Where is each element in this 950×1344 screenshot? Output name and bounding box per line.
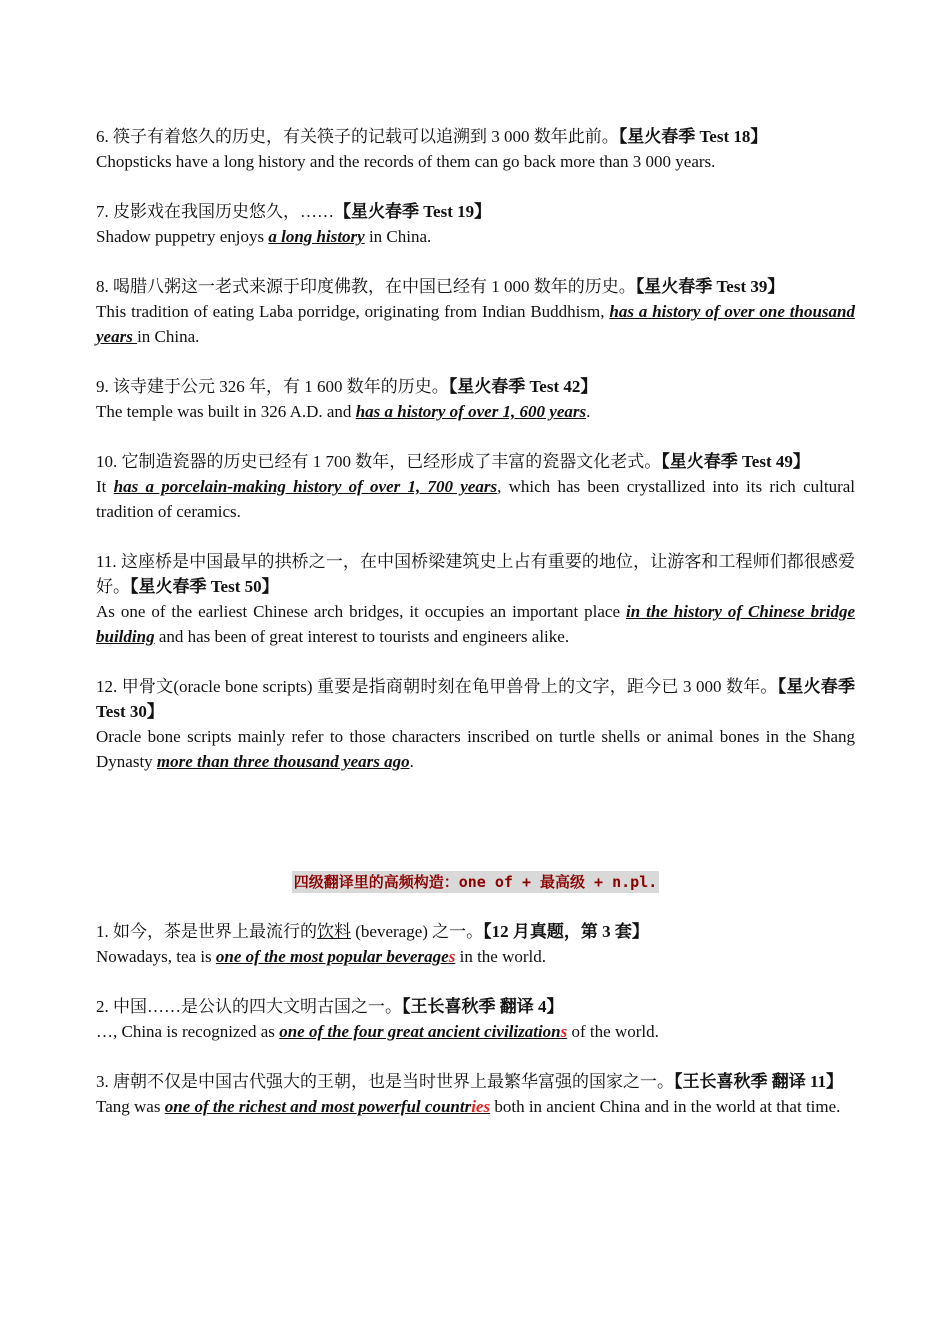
list-item: 1. 如今，茶是世界上最流行的饮料 (beverage) 之一。【12 月真题，第 3 套】 Nowadays, tea is one of the most popular beverages in the world. <box>96 922 649 966</box>
list-item: 3. 唐朝不仅是中国古代强大的王朝，也是当时世界上最繁华富强的国家之一。【王长喜秋季 翻译 11】 Tang was one of the richest and most powerful countries both in ancient China and in the world at that time. <box>96 1072 844 1116</box>
key-phrase: one of the richest and most powerful countries <box>164 1097 491 1116</box>
plural-suffix: ies <box>471 1097 491 1116</box>
list-item: 7. 皮影戏在我国历史悠久，……【星火春季 Test 19】 Shadow puppetry enjoys a long history in China. <box>96 202 492 246</box>
key-phrase: one of the most popular beverages <box>215 947 456 966</box>
underlined-term: 饮料 <box>317 922 351 941</box>
list-item: 8. 喝腊八粥这一老式来源于印度佛教，在中国已经有 1 000 数年的历史。【星火春季 Test 39】 This tradition of eating Laba porridge, originating from Indian Buddhism, has a history of over one thousand years in China. <box>96 277 855 346</box>
key-phrase: a long history <box>268 227 365 246</box>
list-item: 2. 中国……是公认的四大文明古国之一。【王长喜秋季 翻译 4】 …, China is recognized as one of the four great ancient civilizations of the world. <box>96 997 659 1041</box>
key-phrase: more than three thousand years ago <box>156 752 410 771</box>
key-phrase: has a history of over one thousand years <box>96 302 855 346</box>
source-tag: 【12 月真题，第 3 套】 <box>483 922 649 941</box>
source-tag: 【星火春季 Test 39】 <box>635 277 785 296</box>
document-content <box>96 124 855 1144</box>
source-tag: 【星火春季 Test 19】 <box>334 202 492 221</box>
list-item: 9. 该寺建于公元 326 年，有 1 600 数年的历史。【星火春季 Test 42】 The temple was built in 326 A.D. and has a history of over 1, 600 years. <box>96 377 598 421</box>
source-tag: 【星火春季 Test 42】 <box>448 377 598 396</box>
section-heading: 四级翻译里的高频构造：one of + 最高级 + n.pl. <box>293 873 658 891</box>
list-item: 12. 甲骨文(oracle bone scripts) 重要是指商朝时刻在龟甲兽骨上的文字，距今已 3 000 数年。【星火春季 Test 30】 Oracle bone scripts mainly refer to those characters inscribed on turtle shells or animal bones in the Shang Dynasty more than three thousand years ago. <box>96 677 855 771</box>
key-phrase: has a porcelain-making history of over 1, 700 years <box>113 477 498 496</box>
plural-suffix: s <box>448 947 456 966</box>
list-item: 10. 它制造瓷器的历史已经有 1 700 数年，已经形成了丰富的瓷器文化老式。【星火春季 Test 49】 It has a porcelain-making history of over 1, 700 years, which has been crystallized into its rich cultural tradition of ceramics. <box>96 452 855 521</box>
key-phrase: in the history of Chinese bridge building <box>96 602 855 646</box>
source-tag: 【王长喜秋季 翻译 4】 <box>402 997 564 1016</box>
source-tag: 【星火春季 Test 49】 <box>661 452 810 471</box>
source-tag: 【星火春季 Test 30】 <box>96 677 855 721</box>
key-phrase: has a history of over 1, 600 years <box>355 402 587 421</box>
source-tag: 【星火春季 Test 18】 <box>618 127 768 146</box>
plural-suffix: s <box>560 1022 568 1041</box>
list-item: 11. 这座桥是中国最早的拱桥之一，在中国桥梁建筑史上占有重要的地位，让游客和工程师们都很感爱好。【星火春季 Test 50】 As one of the earliest Chinese arch bridges, it occupies an important place in the history of Chinese bridge building and has been of great interest to tourists and engineers alike. <box>96 552 855 646</box>
key-phrase: one of the four great ancient civilizations <box>279 1022 568 1041</box>
source-tag: 【星火春季 Test 50】 <box>130 577 279 596</box>
source-tag: 【王长喜秋季 翻译 11】 <box>674 1072 844 1091</box>
list-item: 6. 筷子有着悠久的历史，有关筷子的记载可以追溯到 3 000 数年此前。【星火春季 Test 18】 Chopsticks have a long history and the records of them can go back more than 3 000 years. <box>96 127 768 171</box>
